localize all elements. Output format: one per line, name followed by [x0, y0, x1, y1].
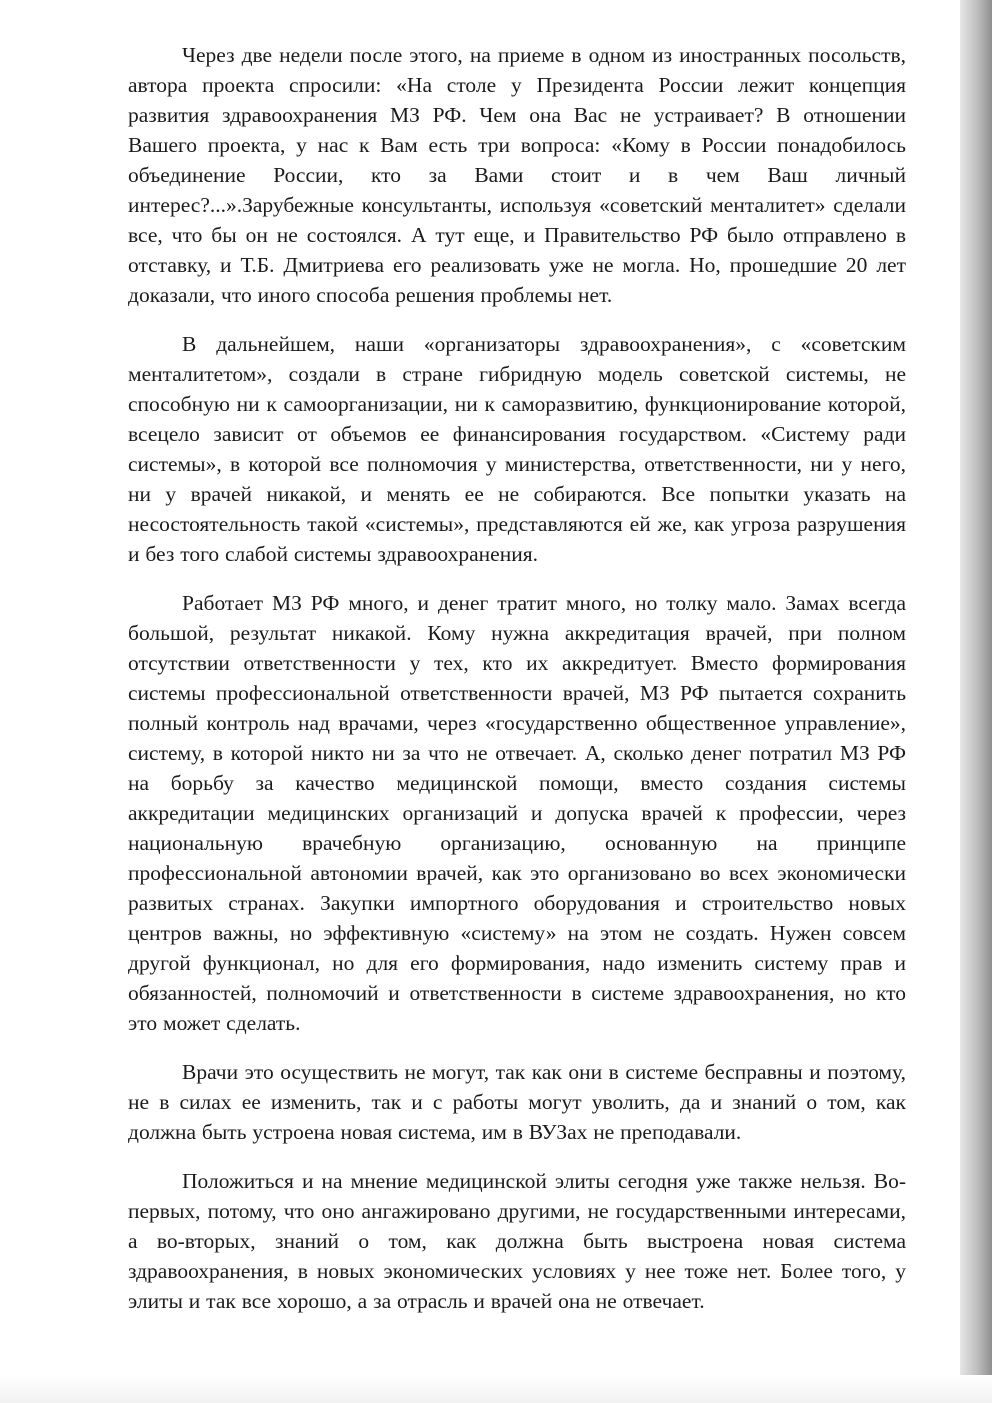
document-page	[128, 40, 906, 1316]
paragraph-3: Работает МЗ РФ много, и денег тратит много, но толку мало. Замах всегда большой, результат никакой. Кому нужна аккредитация врачей, при полном отсутствии ответственности у тех, кто их аккредитует. Вместо формирования системы профессиональной ответственности врачей, МЗ РФ пытается сохранить полный контроль над врачами, через «государственно общественное управление», систему, в которой никто ни за что не отвечает. А, сколько денег потратил МЗ РФ на борьбу за качество медицинской помощи, вместо создания системы аккредитации медицинских организаций и допуска врачей к профессии, через национальную врачебную организацию, основанную на принципе профессиональной автономии врачей, как это организовано во всех экономически развитых странах. Закупки импортного оборудования и строительство новых центров важны, но эффективную «систему» на этом не создать. Нужен совсем другой функционал, но для его формирования, надо изменить систему прав и обязанностей, полномочий и ответственности в системе здравоохранения, но кто это может сделать.	[128, 591, 906, 1035]
paragraph-5: Положиться и на мнение медицинской элиты сегодня уже также нельзя. Во-первых, потому, что оно ангажировано другими, не государственными интересами, а во-вторых, знаний о том, как должна быть выстроена новая система здравоохранения, в новых экономических условиях у нее тоже нет. Более того, у элиты и так все хорошо, а за отрасль и врачей она не отвечает.	[128, 1169, 906, 1313]
scan-bottom-edge	[0, 1375, 992, 1403]
paragraph-2: В дальнейшем, наши «организаторы здравоохранения», с «советским менталитетом», создали в стране гибридную модель советской системы, не способную ни к самоорганизации, ни к саморазвитию, функционирование которой, всецело зависит от объемов ее финансирования государством. «Систему ради системы», в которой все полномочия у министерства, ответственности, ни у него, ни у врачей никакой, и менять ее не собираются. Все попытки указать на несостоятельность такой «системы», представляются ей же, как угроза разрушения и без того слабой системы здравоохранения.	[128, 332, 906, 566]
paragraph-1: Через две недели после этого, на приеме в одном из иностранных посольств, автора проекта спросили: «На столе у Президента России лежит концепция развития здравоохранения МЗ РФ. Чем она Вас не устраивает? В отношении Вашего проекта, у нас к Вам есть три вопроса: «Кому в России понадобилось объединение России, кто за Вами стоит и в чем Ваш личный интерес?...».Зарубежные консультанты, используя «советский менталитет» сделали все, что бы он не состоялся. А тут еще, и Правительство РФ было отправлено в отставку, и Т.Б. Дмитриева его реализовать уже не могла. Но, прошедшие 20 лет доказали, что иного способа решения проблемы нет.	[128, 43, 906, 307]
scan-edge-shadow	[960, 0, 992, 1403]
paragraph-4: Врачи это осуществить не могут, так как они в системе бесправны и поэтому, не в силах ее изменить, так и с работы могут уволить, да и знаний о том, как должна быть устроена новая система, им в ВУЗах не преподавали.	[128, 1060, 906, 1144]
